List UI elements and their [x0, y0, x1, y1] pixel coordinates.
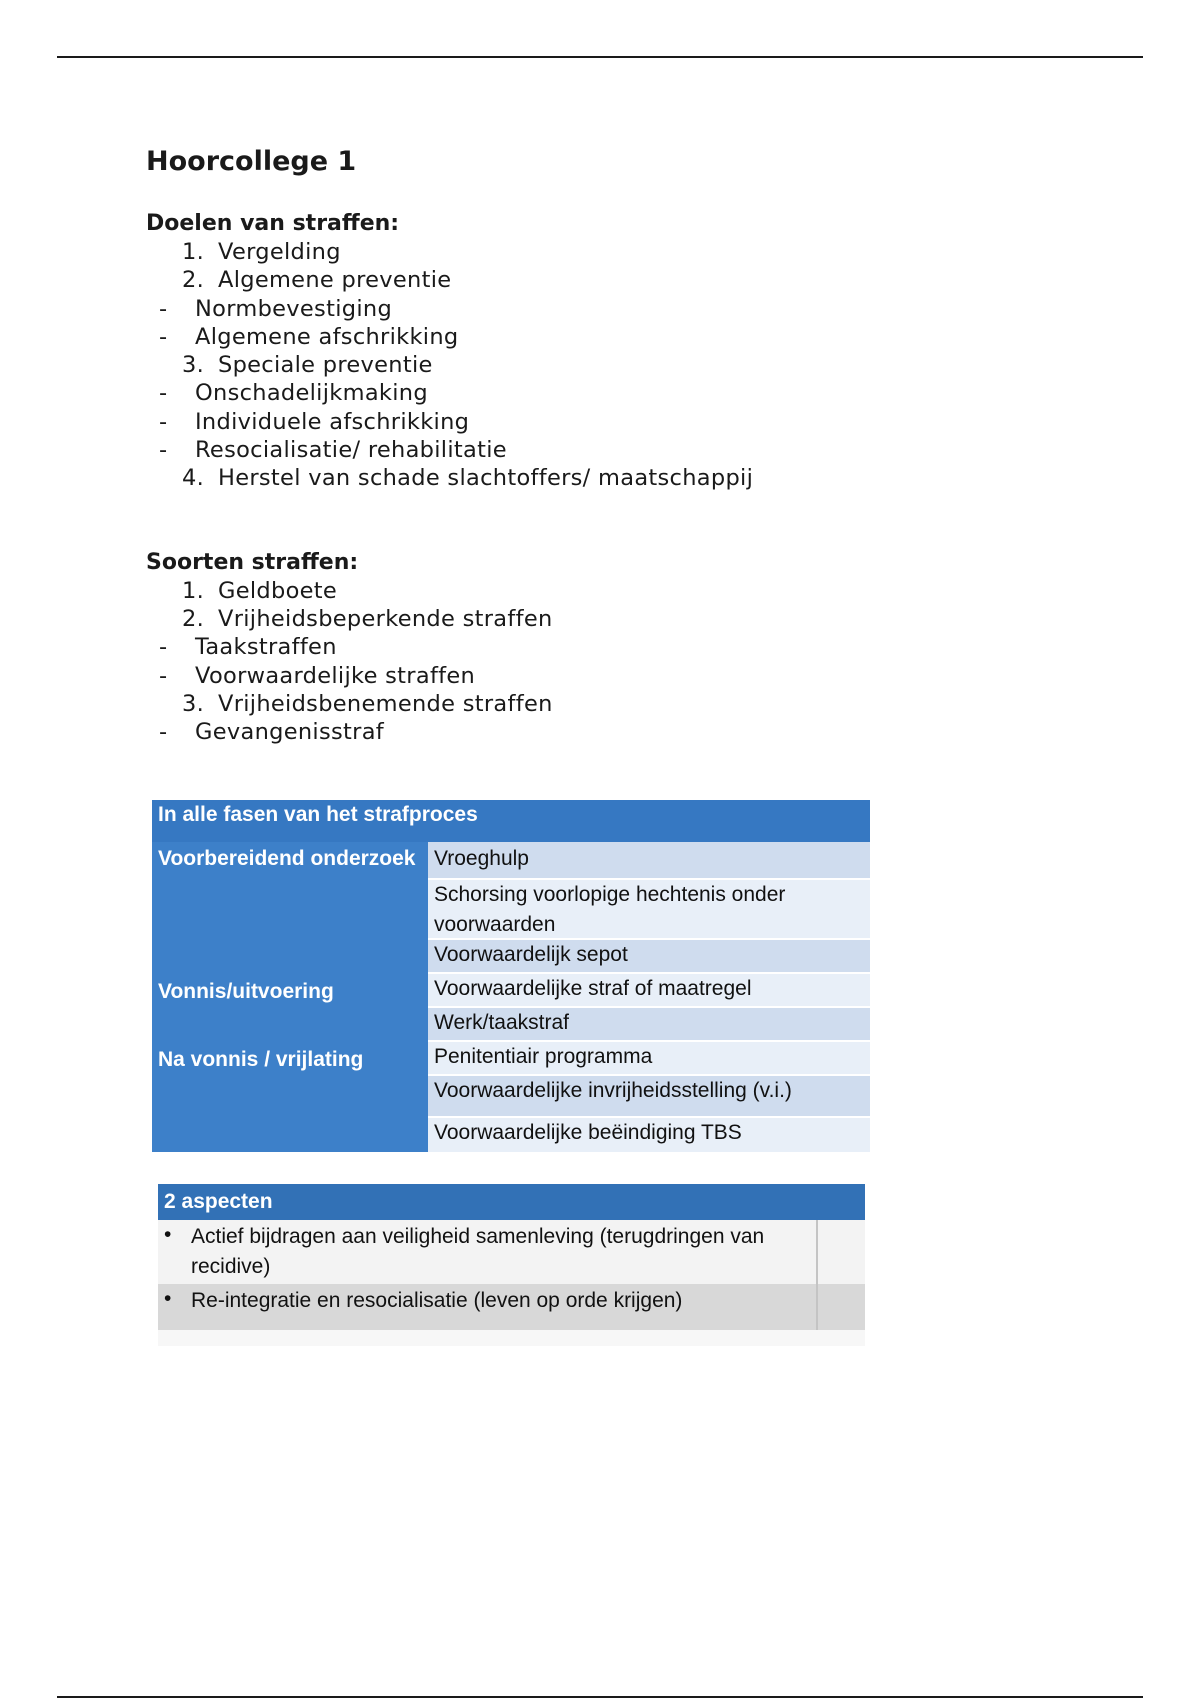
- list-item: 1. Geldboete: [182, 577, 338, 604]
- aspecten-table: [158, 1184, 865, 1346]
- bottom-rule: [57, 1696, 1143, 1698]
- table-header: 2 aspecten: [158, 1184, 865, 1220]
- document-body: [146, 140, 1106, 746]
- list-soorten: [146, 577, 1106, 747]
- row-label-vonnis: Vonnis/uitvoering: [158, 980, 334, 1003]
- list-item: 2. Vrijheidsbeperkende straffen: [182, 605, 553, 632]
- list-item: 1. Vergelding: [182, 239, 341, 265]
- page-title: Hoorcollege 1: [146, 146, 357, 177]
- table-cell: Vroeghulp: [428, 842, 870, 880]
- list-item: - Algemene afschrikking: [159, 323, 459, 350]
- table-cell: Voorwaardelijk sepot: [428, 940, 870, 974]
- list-doelen: [146, 238, 1106, 493]
- table-cell: Schorsing voorlopige hechtenis onder voorwaarden: [428, 880, 870, 940]
- list-item: - Individuele afschrikking: [159, 408, 470, 435]
- section-heading-soorten: Soorten straffen:: [146, 549, 359, 575]
- bullet: •: [164, 1223, 172, 1246]
- list-item: - Onschadelijkmaking: [159, 380, 428, 407]
- list-item: - Normbevestiging: [159, 295, 393, 322]
- list-item: - Taakstraffen: [159, 634, 337, 661]
- list-item: - Gevangenisstraf: [159, 719, 385, 746]
- table-cell: Voorwaardelijke beëindiging TBS: [428, 1118, 870, 1152]
- table-cell: Penitentiair programma: [428, 1042, 870, 1076]
- list-item: 4. Herstel van schade slachtoffers/ maatschappij: [182, 465, 754, 492]
- list-item: 2. Algemene preventie: [182, 267, 452, 294]
- row-label-na-vonnis: Na vonnis / vrijlating: [158, 1048, 364, 1071]
- empty-row: [158, 1330, 865, 1346]
- list-item: 3. Speciale preventie: [182, 352, 433, 379]
- strafproces-table: [152, 800, 870, 1152]
- top-rule: [57, 56, 1143, 58]
- list-item: - Resocialisatie/ rehabilitatie: [159, 437, 507, 464]
- table-header: In alle fasen van het strafproces: [152, 800, 870, 842]
- bullet: •: [164, 1287, 172, 1310]
- list-item: - Voorwaardelijke straffen: [159, 662, 476, 689]
- list-item: 3. Vrijheidsbenemende straffen: [182, 690, 553, 717]
- row-label-voorbereidend: Voorbereidend onderzoek: [158, 847, 416, 870]
- table-cell: Voorwaardelijke invrijheidsstelling (v.i.): [428, 1076, 870, 1118]
- empty-cell: [816, 1284, 865, 1330]
- table-cell: Voorwaardelijke straf of maatregel: [428, 974, 870, 1008]
- table-cell: Werk/taakstraf: [428, 1008, 870, 1042]
- empty-cell: [816, 1220, 865, 1284]
- table-row: • Actief bijdragen aan veiligheid samenleving (terugdringen van recidive): [158, 1220, 816, 1284]
- table-row: • Re-integratie en resocialisatie (leven op orde krijgen): [158, 1284, 816, 1330]
- section-heading-doelen: Doelen van straffen:: [146, 211, 400, 236]
